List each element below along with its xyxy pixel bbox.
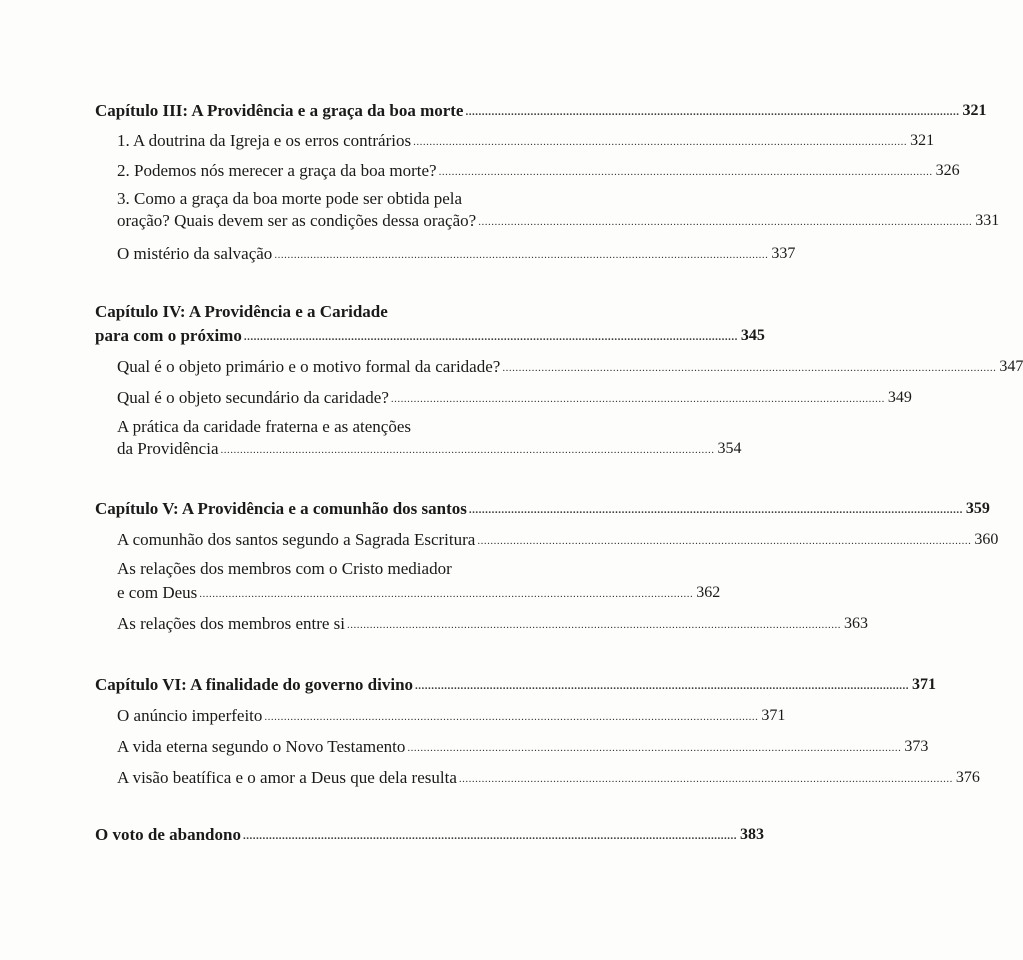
toc-entry-title: Qual é o objeto secundário da caridade? <box>117 388 389 407</box>
toc-page-number: 326 <box>935 162 960 179</box>
toc-entry-title: O anúncio imperfeito <box>117 706 263 725</box>
toc-page-number: 321 <box>910 132 935 149</box>
dot-leader: ........................................................................................................................................................ <box>347 619 842 631</box>
dot-leader: ........................................................................................................................................................ <box>243 331 738 343</box>
toc-entry-title: O voto de abandono <box>95 825 241 844</box>
toc-entry-title: Capítulo VI: A finalidade do governo divino <box>95 675 414 694</box>
toc-entry-title: da Providência <box>117 439 219 458</box>
toc-entry <box>0 527 999 551</box>
toc-entry <box>0 158 960 182</box>
toc-entry <box>0 128 935 152</box>
toc-entry <box>0 208 1000 232</box>
dot-leader: ........................................................................................................................................................ <box>478 216 973 228</box>
dot-leader: ........................................................................................................................................................ <box>264 711 759 723</box>
toc-entry-title: O mistério da salvação <box>117 244 273 263</box>
toc-entry-title: Capítulo V: A Providência e a comunhão dos santos <box>95 499 467 518</box>
dot-leader: ........................................................................................................................................................ <box>390 393 885 405</box>
toc-entry-line1: A prática da caridade fraterna e as atenções <box>117 417 412 436</box>
dot-leader: ........................................................................................................................................................ <box>468 504 963 516</box>
dot-leader: ........................................................................................................................................................ <box>477 535 972 547</box>
toc-chapter-line1: Capítulo IV: A Providência e a Caridade <box>95 302 388 321</box>
dot-leader: ........................................................................................................................................................ <box>438 166 933 178</box>
toc-entry-title: A comunhão dos santos segundo a Sagrada Escritura <box>117 530 476 549</box>
toc-entry-title: para com o próximo <box>95 326 242 345</box>
toc-page-number: 363 <box>844 615 869 632</box>
toc-entry <box>0 436 742 460</box>
toc-entry <box>0 385 912 409</box>
toc-entry-title: 1. A doutrina da Igreja e os erros contrários <box>117 131 412 150</box>
toc-entry-title: e com Deus <box>117 583 198 602</box>
dot-leader: ........................................................................................................................................................ <box>220 444 715 456</box>
toc-page-number: 376 <box>955 769 980 786</box>
toc-entry-chapter-3 <box>0 98 987 122</box>
toc-page-number: 373 <box>904 738 929 755</box>
toc-page-number: 349 <box>887 389 912 406</box>
dot-leader: ........................................................................................................................................................ <box>407 742 902 754</box>
toc-entry <box>0 354 1023 378</box>
toc-entry <box>0 703 786 727</box>
toc-page-number: 362 <box>696 584 721 601</box>
toc-entry-chapter-5 <box>0 496 990 520</box>
toc-entry-title: Capítulo III: A Providência e a graça da boa morte <box>95 101 464 120</box>
toc-entry <box>0 611 869 635</box>
toc-entry-line1: 3. Como a graça da boa morte pode ser obtida pela <box>117 189 463 208</box>
toc-entry <box>0 580 721 604</box>
toc-entry-chapter-6 <box>0 672 937 696</box>
toc-page-number: 337 <box>771 245 796 262</box>
dot-leader: ........................................................................................................................................................ <box>242 830 737 842</box>
toc-entry-title: A vida eterna segundo o Novo Testamento <box>117 737 406 756</box>
toc-page-number: 321 <box>962 102 987 119</box>
toc-page-number: 371 <box>761 707 786 724</box>
toc-entry <box>0 241 796 265</box>
toc-entry-chapter-4 <box>0 323 765 347</box>
toc-page-number: 354 <box>717 440 742 457</box>
dot-leader: ........................................................................................................................................................ <box>413 136 908 148</box>
toc-page-number: 359 <box>965 500 990 517</box>
dot-leader: ........................................................................................................................................................ <box>465 106 960 118</box>
toc-page-number: 360 <box>974 531 999 548</box>
toc-page-number: 371 <box>912 676 937 693</box>
dot-leader: ........................................................................................................................................................ <box>415 680 910 692</box>
toc-page-number: 347 <box>999 358 1023 375</box>
toc-entry-title: 2. Podemos nós merecer a graça da boa morte? <box>117 161 437 180</box>
toc-entry-title: As relações dos membros entre si <box>117 614 346 633</box>
toc-page-number: 345 <box>740 327 765 344</box>
toc-entry-final <box>0 822 764 846</box>
dot-leader: ........................................................................................................................................................ <box>458 773 953 785</box>
toc-entry-title: A visão beatífica e o amor a Deus que dela resulta <box>117 768 457 787</box>
toc-entry <box>0 765 980 789</box>
dot-leader: ........................................................................................................................................................ <box>274 249 769 261</box>
toc-page-number: 383 <box>739 826 764 843</box>
dot-leader: ........................................................................................................................................................ <box>199 588 694 600</box>
dot-leader: ........................................................................................................................................................ <box>502 362 997 374</box>
toc-page-number: 331 <box>975 212 1000 229</box>
toc-entry <box>0 734 929 758</box>
toc-entry-line1: As relações dos membros com o Cristo mediador <box>117 559 452 578</box>
toc-entry-title: Qual é o objeto primário e o motivo formal da caridade? <box>117 357 501 376</box>
toc-entry-title: oração? Quais devem ser as condições dessa oração? <box>117 211 477 230</box>
